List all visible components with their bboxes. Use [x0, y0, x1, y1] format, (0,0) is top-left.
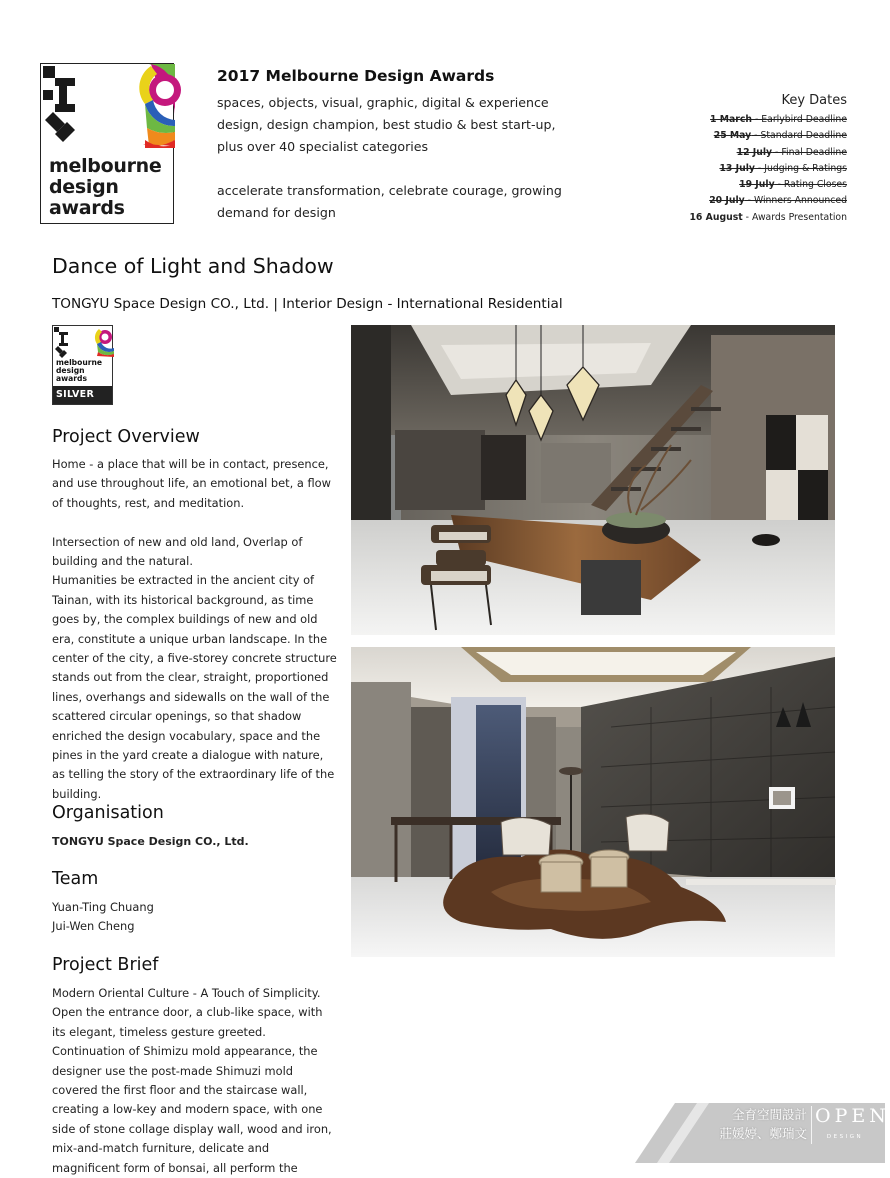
key-date-row: 19 July - Rating Closes: [739, 179, 847, 191]
awards-tagline: accelerate transformation, celebrate courage, growing demand for design: [217, 183, 562, 220]
team-members: [52, 898, 338, 937]
key-dates: [647, 93, 847, 226]
key-date-row: 25 May - Standard Deadline: [713, 130, 847, 142]
project-overview-heading: Project Overview: [52, 427, 200, 447]
key-date-row: 12 July - Final Deadline: [736, 146, 847, 158]
interior-photo-dining: [351, 325, 835, 635]
melbourne-design-awards-logo: [40, 63, 174, 224]
overview-paragraph: Humanities be extracted in the ancient city of Tainan, with its historical background, as time goes by, the complex buildings of new and old era, constitute a unique urban landscape. In the center of the city, a five-storey concrete structure stands out from the clear, straight, proportioned lines, overhangs and sidewalls on the wall of the scattered circular openings, so that shadow enriched the design vocabulary, space and the pines in the yard create a dialogue with nature, as telling the story of the extraordinary life of the building.: [52, 573, 337, 801]
project-subtitle: TONGYU Space Design CO., Ltd. | Interior Design - International Residential: [52, 296, 563, 312]
badge-logo-icon: [53, 326, 114, 360]
team-section: [52, 869, 338, 937]
project-overview-section: [52, 427, 338, 804]
living-room-image: [351, 647, 835, 957]
key-date-row: 1 March - Earlybird Deadline: [710, 114, 847, 125]
watermark-divider: [811, 1106, 812, 1144]
overview-paragraph: Intersection of new and old land, Overlap of building and the natural.: [52, 534, 303, 569]
key-date-row: 13 July - Judging & Ratings: [719, 162, 847, 174]
key-dates-title: Key Dates: [781, 93, 847, 108]
organisation-heading: Organisation: [52, 803, 164, 823]
organisation-name: TONGYU Space Design CO., Ltd.: [52, 835, 249, 848]
watermark-brand-sub: DESIGN: [826, 1134, 864, 1140]
project-brief-text: Modern Oriental Culture - A Touch of Simplicity. Open the entrance door, a club-like space, with its elegant, timeless gesture greeted. Continuation of Shimizu mold appearance, the designer use the post-made Shimuzi mold covered the first floor and the staircase wall, creating a low-key and modern space, with one side of stone collage display wall, wood and iron, mix-and-match furniture, delicate and magnificent form of bonsai, all perform the: [52, 986, 332, 1175]
watermark-brand: OPEN: [815, 1105, 890, 1127]
project-brief-section: [52, 955, 338, 1178]
key-date-row: 16 August - Awards Presentation: [689, 211, 847, 223]
project-overview-text: [52, 455, 338, 804]
watermark-chinese-text: [697, 1105, 807, 1143]
watermark-firm: 全育空間設計: [731, 1107, 807, 1122]
team-member: Jui-Wen Cheng: [52, 919, 135, 934]
team-heading: Team: [52, 869, 99, 889]
awards-categories: spaces, objects, visual, graphic, digital & experience design, design champion, best studio & best start-up, plus over 40 specialist categories: [217, 95, 556, 154]
project-title: Dance of Light and Shadow: [52, 254, 334, 278]
watermark-designers: 莊媛婷、鄭瑞文: [719, 1126, 807, 1141]
key-date-row: 20 July - Winners Announced: [709, 195, 847, 207]
organisation-section: [52, 803, 338, 851]
silver-award-badge: [52, 325, 113, 405]
awards-description: [217, 92, 577, 246]
logo-wordmark: melbourne design awards: [49, 155, 162, 219]
dining-room-image: [351, 325, 835, 635]
project-brief-heading: Project Brief: [52, 955, 159, 975]
badge-wordmark: melbourne design awards: [56, 358, 103, 384]
interior-photo-living: [351, 647, 835, 957]
awards-title: 2017 Melbourne Design Awards: [217, 67, 495, 85]
badge-level: SILVER: [53, 386, 112, 404]
team-member: Yuan-Ting Chuang: [52, 900, 154, 914]
overview-paragraph: Home - a place that will be in contact, presence, and use throughout life, an emotional bet, a flow of thoughts, rest, and meditation.: [52, 457, 331, 510]
